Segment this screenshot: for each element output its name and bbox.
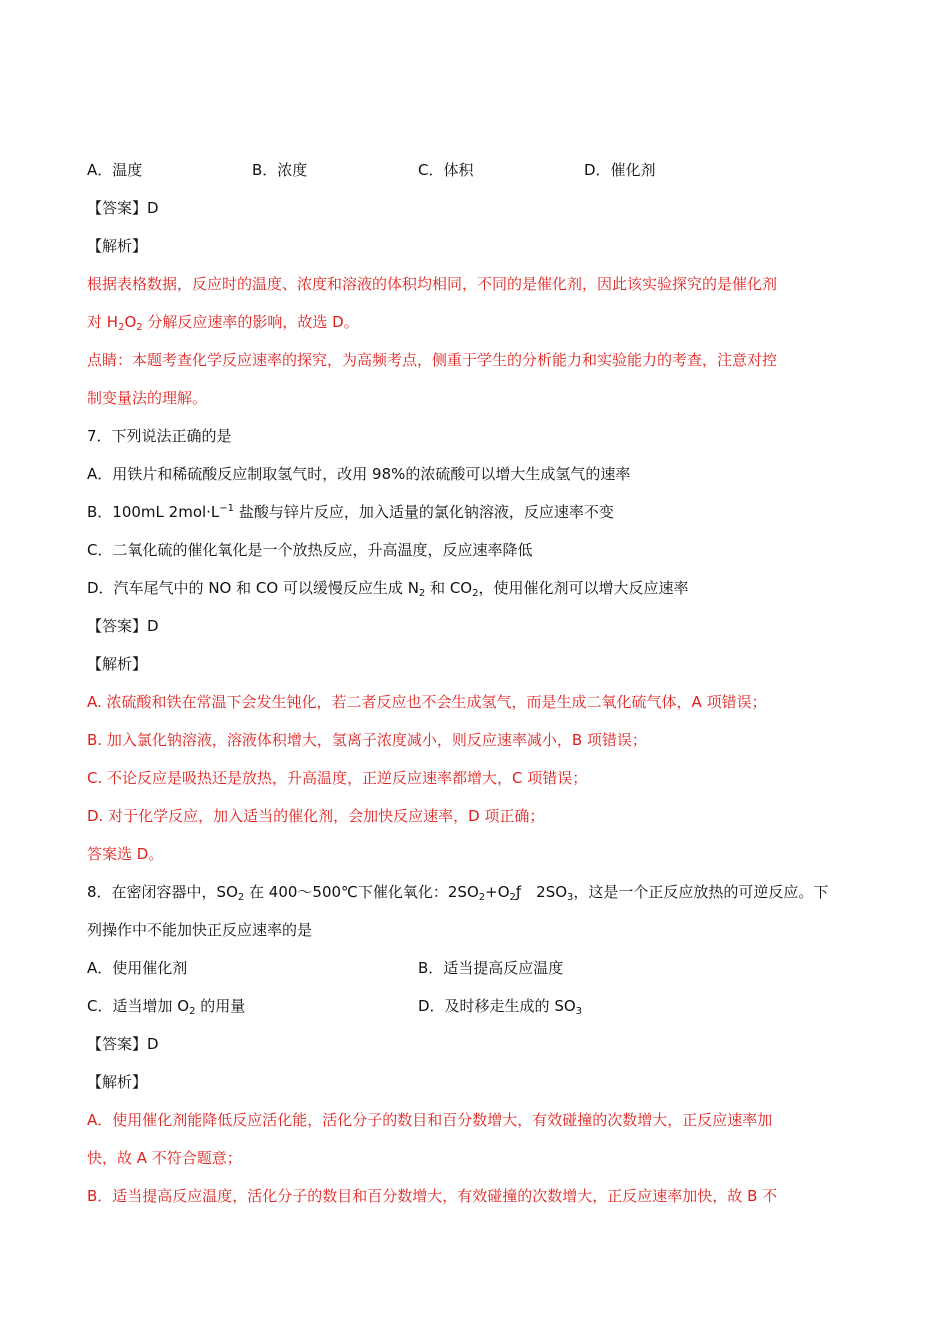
q8-answer: 【答案】D (87, 1035, 159, 1053)
q6-answer (87, 197, 159, 219)
q6-option-c: C．体积 (418, 161, 474, 179)
q8-stem-line2: 列操作中不能加快正反应速率的是 (87, 921, 313, 939)
q7-option-a: A．用铁片和稀硫酸反应制取氢气时，改用 98%的浓硫酸可以增大生成氢气的速率 (87, 465, 631, 483)
q8-stem-sub1: 2 (237, 892, 245, 903)
q6-analysis-line2-pre: 对 H (87, 313, 119, 331)
q6-note-line2: 制变量法的理解。 (87, 389, 208, 407)
q8-option-c-pre: C．适当增加 O (87, 997, 190, 1015)
q7-answer: 【答案】D (87, 617, 159, 635)
q8-option-d (418, 995, 582, 1017)
q6-analysis-label: 【解析】 (87, 237, 148, 255)
q7-option-c: C．二氧化硫的催化氧化是一个放热反应，升高温度，反应速率降低 (87, 541, 533, 559)
q8-option-d-pre: D．及时移走生成的 SO (418, 997, 576, 1015)
q8-stem-line1 (87, 881, 828, 903)
q7-stem: 7．下列说法正确的是 (87, 427, 232, 445)
q7-option-d-mid: 和 CO (425, 579, 473, 597)
q8-stem-a: 8．在密闭容器中，SO (87, 883, 238, 901)
q7-analysis-c: C. 不论反应是吸热还是放热，升高温度，正逆反应速率都增大，C 项错误； (87, 769, 588, 787)
q7-analysis-b: B. 加入氯化钠溶液，溶液体积增大，氢离子浓度减小，则反应速率减小，B 项错误； (87, 731, 647, 749)
q6-analysis-line1: 根据表格数据，反应时的温度、浓度和溶液的体积均相同，不同的是催化剂，因此该实验探究的是催化剂 (87, 275, 778, 293)
q7-option-b (87, 501, 614, 523)
q7-option-d-sub1: 2 (418, 588, 426, 599)
q8-stem-sub3: 2 (509, 892, 516, 903)
q8-option-c-post: 的用量 (195, 997, 246, 1015)
q6-analysis-line2-post: 分解反应速率的影响，故选 D。 (142, 313, 359, 331)
q6-analysis-line2 (87, 311, 359, 333)
q6-options-row (0, 159, 950, 181)
q7-analysis-a: A. 浓硫酸和铁在常温下会发生钝化，若二者反应也不会生成氢气，而是生成二氧化硫气体，A 项错误； (87, 693, 767, 711)
q7-option-b-pre: B．100mL 2mol·L (87, 503, 220, 521)
q8-analysis-b-line1: B．适当提高反应温度，活化分子的数目和百分数增大，有效碰撞的次数增大，正反应速率加快，故 B 不 (87, 1187, 778, 1205)
q6-option-a: A．温度 (87, 161, 143, 179)
q6-note-line1: 点睛：本题考查化学反应速率的探究，为高频考点，侧重于学生的分析能力和实验能力的考查，注意对控 (87, 351, 778, 369)
q8-option-c (87, 995, 245, 1017)
q8-option-a: A．使用催化剂 (87, 959, 188, 977)
q8-stem-sub4: 3 (567, 892, 574, 903)
q7-option-d-post: ，使用催化剂可以增大反应速率 (478, 579, 689, 597)
q6-option-d: D．催化剂 (584, 161, 656, 179)
q8-stem-e: ，这是一个正反应放热的可逆反应。下 (573, 883, 829, 901)
q6-answer-text: 【答案】D (87, 199, 159, 217)
q7-option-d-sub2: 2 (472, 588, 479, 599)
q8-options-row2 (0, 995, 950, 1017)
q8-stem-b: 在 400～500℃下催化氧化：2SO (244, 883, 479, 901)
q8-analysis-label: 【解析】 (87, 1073, 148, 1091)
q8-stem-sub2: 2 (478, 892, 486, 903)
q6-option-b: B．浓度 (252, 161, 308, 179)
q8-option-d-sub: 3 (575, 1006, 583, 1017)
q7-option-b-post: 盐酸与锌片反应，加入适量的氯化钠溶液，反应速率不变 (234, 503, 614, 521)
q8-stem-c: +O (485, 883, 510, 901)
q7-analysis-d: D. 对于化学反应，加入适当的催化剂，会加快反应速率，D 项正确； (87, 807, 545, 825)
q8-option-b: B．适当提高反应温度 (418, 959, 564, 977)
q8-stem-d: ƒ 2SO (515, 883, 568, 901)
q7-option-b-sup: −1 (219, 503, 235, 514)
q7-option-d-pre: D．汽车尾气中的 NO 和 CO 可以缓慢反应生成 N (87, 579, 419, 597)
q7-conclusion: 答案选 D。 (87, 845, 164, 863)
q8-analysis-a-line2: 快，故 A 不符合题意； (87, 1149, 242, 1167)
q7-option-d (87, 577, 689, 599)
q8-analysis-a-line1: A．使用催化剂能降低反应活化能，活化分子的数目和百分数增大，有效碰撞的次数增大，正反应速率加 (87, 1111, 773, 1129)
q8-options-row1 (0, 957, 950, 979)
q6-sub2: 2 (136, 322, 143, 333)
q8-option-c-sub: 2 (189, 1006, 196, 1017)
q6-analysis-line2-mid: O (124, 313, 137, 331)
q7-analysis-label: 【解析】 (87, 655, 148, 673)
q6-sub1: 2 (118, 322, 125, 333)
